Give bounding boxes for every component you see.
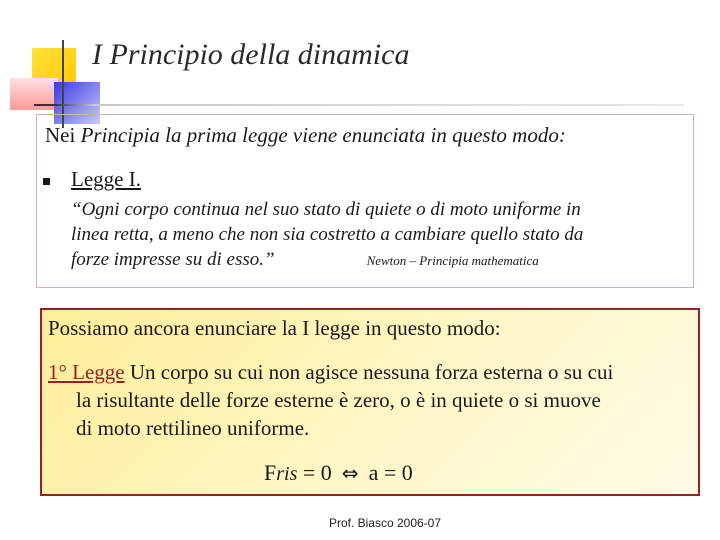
quote-line-3: forze impresse su di esso.” <box>71 249 275 270</box>
alternative-intro: Possiamo ancora enunciare la I legge in questo modo: <box>48 316 501 340</box>
law-statement-box <box>40 308 700 496</box>
law-text-line-3: di moto rettilineo uniforme. <box>76 416 310 440</box>
slide-title: I Principio della dinamica <box>92 38 410 71</box>
law-text-line-2: la risultante delle forze esterne è zero, o è in quiete o si muove <box>76 388 601 412</box>
formula-subscript: ris <box>276 463 298 485</box>
first-law-link[interactable]: 1° Legge <box>48 360 125 384</box>
intro-italic: Principia la prima legge viene enunciata in questo modo: <box>80 123 566 147</box>
law-label-link[interactable]: Legge I. <box>71 167 141 191</box>
law-text-line-1: Un corpo su cui non agisce nessuna forza esterna o su cui <box>124 360 614 384</box>
formula-right: a = 0 <box>368 460 413 485</box>
formula-left-rhs: = 0 <box>297 460 332 485</box>
principia-quote-box <box>36 114 694 288</box>
double-arrow-icon: ⇔ <box>341 461 359 485</box>
quote-source: Newton – Principia mathematica <box>366 253 539 268</box>
first-law-statement <box>48 358 688 442</box>
bullet-square-icon <box>43 178 50 185</box>
law-formula <box>264 460 413 486</box>
title-underline <box>34 104 684 106</box>
quote-line-3-row <box>71 247 681 273</box>
quote-line-1: “Ogni corpo continua nel suo stato di quiete o di moto uniforme in <box>71 199 581 220</box>
footer-author: Prof. Biasco 2006-07 <box>328 516 442 530</box>
quote-line-2: linea retta, a meno che non sia costretto a cambiare quello stato da <box>71 224 584 245</box>
newton-quote <box>71 197 681 273</box>
intro-text <box>45 123 566 148</box>
intro-prefix: Nei <box>45 123 81 147</box>
formula-force: F <box>264 460 277 485</box>
